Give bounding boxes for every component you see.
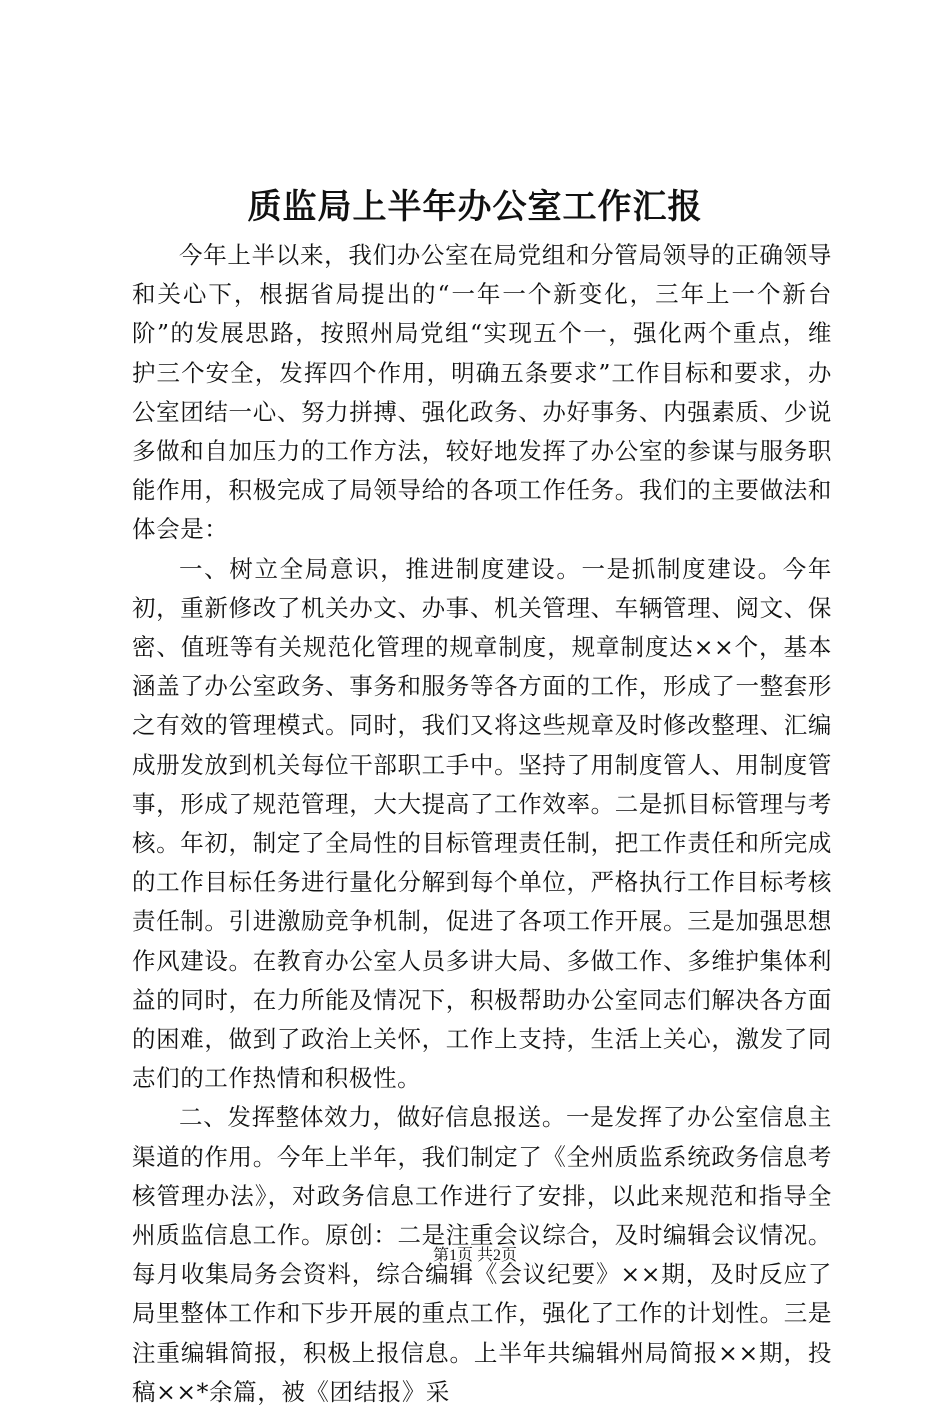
page-footer: 第1页 共2页 [432,1247,517,1264]
paragraph-section-2: 二、发挥整体效力，做好信息报送。一是发挥了办公室信息主渠道的作用。今年上半年，我们制定了《全州质监系统政务信息考核管理办法》，对政务信息工作进行了安排，以此来规范和指导全州质监信息工作。原创：二是注重会议综合，及时编辑会议情况。每月收集局务会资料，综合编辑《会议纪要》××期，及时反应了局里整体工作和下步开展的重点工作，强化了工作的计划性。三是注重编辑简报，积极上报信息。上半年共编辑州局简报××期，投稿××*余篇，被《团结报》采 [132,1103,832,1406]
paragraph-section-1: 一、树立全局意识，推进制度建设。一是抓制度建设。今年初，重新修改了机关办文、办事、机关管理、车辆管理、阅文、保密、值班等有关规范化管理的规章制度，规章制度达××个，基本涵盖了办公室政务、事务和服务等各方面的工作，形成了一整套形之有效的管理模式。同时，我们又将这些规章及时修改整理、汇编成册发放到机关每位干部职工手中。坚持了用制度管人、用制度管事，形成了规范管理，大大提高了工作效率。二是抓目标管理与考核。年初，制定了全局性的目标管理责任制，把工作责任和所完成的工作目标任务进行量化分解到每个单位，严格执行工作目标考核责任制。引进激励竞争机制，促进了各项工作开展。三是加强思想作风建设。在教育办公室人员多讲大局、多做工作、多维护集体利益的同时，在力所能及情况下，积极帮助办公室同志们解决各方面的困难，做到了政治上关怀，工作上支持，生活上关心，激发了同志们的工作热情和积极性。 [132,554,832,1093]
document-title: 质监局上半年办公室工作汇报 [247,187,703,227]
paragraph-intro: 今年上半以来，我们办公室在局党组和分管局领导的正确领导和关心下，根据省局提出的“一年一个新变化，三年上一个新台阶”的发展思路，按照州局党组“实现五个一，强化两个重点，维护三个安全，发挥四个作用，明确五条要求”工作目标和要求，办公室团结一心、努力拼搏、强化政务、办好事务、内强素质、少说多做和自加压力的工作方法，较好地发挥了办公室的参谋与服务职能作用，积极完成了局领导给的各项工作任务。我们的主要做法和体会是： [132,241,832,544]
document-body [132,236,832,1412]
